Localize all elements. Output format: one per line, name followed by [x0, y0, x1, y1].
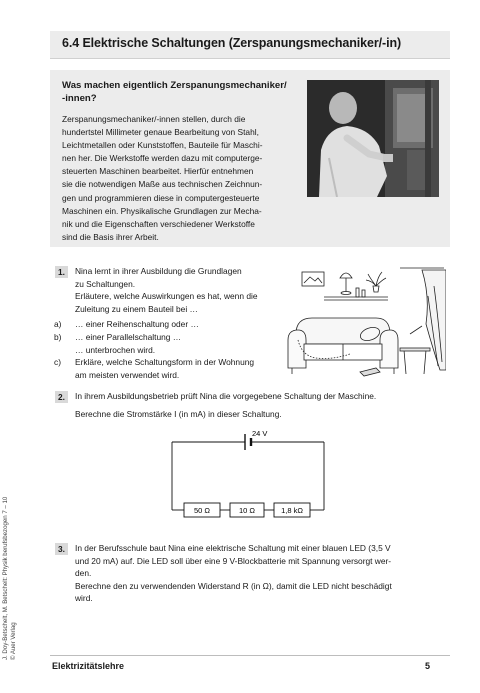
battery-voltage-label: 24 V — [252, 429, 268, 438]
option-line: … unterbrochen wird. — [75, 344, 156, 355]
intro-text — [62, 113, 298, 244]
resistor-1-label: 50 Ω — [193, 506, 211, 515]
task-1-number: 1. — [55, 266, 68, 278]
task-1-line: zu Schaltungen. — [75, 278, 136, 289]
task-3-text — [75, 542, 455, 605]
intro-line: Zerspanungsmechaniker/-innen stellen, durch die — [62, 114, 246, 124]
task-3-line: den. — [75, 568, 92, 579]
page-title: 6.4 Elektrische Schaltungen (Zerspanungsmechaniker/-in) — [62, 36, 402, 50]
intro-line: gen und programmieren diese in computergesteuerte — [62, 192, 260, 203]
option-a-label: a) — [54, 319, 62, 329]
living-room-illustration — [282, 266, 446, 378]
option-line: am meisten verwendet wird. — [75, 369, 180, 380]
intro-line: hundertstel Millimeter genaue Bearbeitung von Stahl, — [62, 127, 259, 138]
task-2-text — [75, 390, 455, 420]
task-2-line: In ihrem Ausbildungsbetrieb prüft Nina die vorgegebene Schaltung der Maschine. — [75, 391, 377, 401]
footer-divider — [50, 655, 450, 656]
machinist-photo-illustration — [307, 80, 439, 197]
machinist-photo — [307, 80, 439, 197]
option-b-label: b) — [54, 332, 62, 342]
intro-heading-line: -innen? — [62, 93, 97, 104]
option-line: … einer Parallelschaltung … — [75, 332, 182, 342]
credit-line: © Auer Verlag — [9, 622, 17, 660]
resistor-3-label: 1,8 kΩ — [281, 506, 303, 515]
credit-line: J. Doy-Betschelt, M. Betschelt: Physik berufsbezogen 7 – 10 — [2, 496, 9, 660]
intro-heading-line: Was machen eigentlich Zerspanungsmechaniker/ — [62, 80, 287, 91]
intro-line: Leichtmetallen oder Kunststoffen, Bauteile für Maschi- — [62, 140, 263, 151]
option-c-text — [75, 356, 285, 381]
intro-heading — [62, 79, 302, 105]
task-3-number: 3. — [55, 543, 68, 555]
intro-line: steuerten Maschinen bearbeitet. Hierfür entnehmen — [62, 166, 254, 177]
task-2-line: Berechne die Stromstärke I (in mA) in dieser Schaltung. — [75, 408, 282, 419]
option-b-text — [75, 331, 285, 356]
resistor-2-label: 10 Ω — [238, 506, 256, 515]
task-1-line: Erläutere, welche Auswirkungen es hat, wenn die — [75, 291, 258, 302]
option-a-text — [75, 318, 285, 331]
option-line: Erkläre, welche Schaltungsform in der Wohnung — [75, 357, 255, 367]
task-3-line: und 20 mA) auf. Die LED soll über eine 9 V-Blockbatterie mit Spannung versorgt wer- — [75, 555, 392, 566]
page-number: 5 — [425, 661, 431, 671]
task-1-text — [75, 265, 285, 315]
intro-line: Maschinen ein. Physikalische Grundlagen zur Mecha- — [62, 205, 262, 216]
option-line: … einer Reihenschaltung oder … — [75, 319, 199, 329]
intro-line: sie die notwendigen Maße aus technischen Zeichnun- — [62, 179, 263, 190]
intro-line: nen her. Die Werkstoffe werden dazu mit computerge- — [62, 153, 263, 164]
task-1-line: Zuleitung zu einem Bauteil bei … — [75, 303, 198, 314]
intro-line: sind die Basis ihrer Arbeit. — [62, 231, 159, 242]
footer-title: Elektrizitätslehre — [52, 661, 125, 671]
task-3-line: wird. — [75, 593, 93, 604]
publisher-credit — [2, 490, 17, 660]
series-circuit-diagram — [168, 428, 328, 520]
task-3-line: In der Berufsschule baut Nina eine elektrische Schaltung mit einer blauen LED (3,5 V — [75, 543, 391, 553]
task-3-line: Berechne den zu verwendenden Widerstand R (in Ω), damit die LED nicht beschädigt — [75, 580, 392, 591]
task-2-number: 2. — [55, 391, 68, 403]
intro-line: nik und die Eigenschaften verschiedener Werkstoffe — [62, 218, 255, 229]
task-1-line: Nina lernt in ihrer Ausbildung die Grundlagen — [75, 266, 242, 276]
option-c-label: c) — [54, 357, 61, 367]
